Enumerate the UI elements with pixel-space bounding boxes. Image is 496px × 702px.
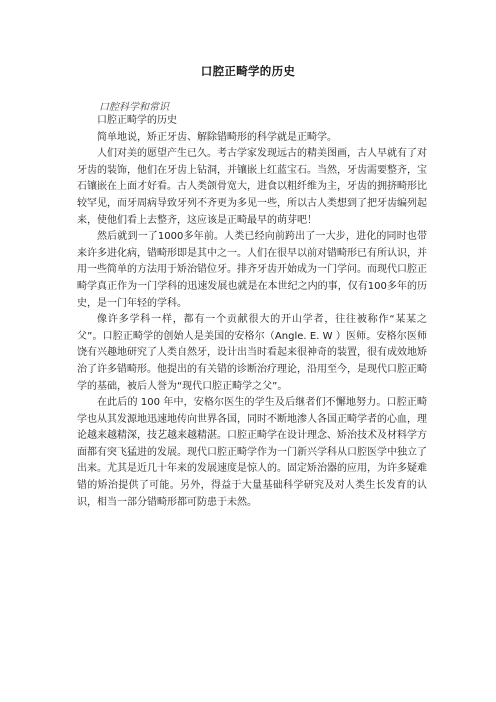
subtitle-paragraph: 口腔正畸学的历史 — [97, 115, 177, 126]
article-body — [77, 113, 427, 511]
body-paragraph: 人们对美的愿望产生已久。考古学家发现远古的精美图画，古人早就有了对牙齿的装饰，他们在牙齿上钻洞，并镶嵌上红蓝宝石。当然，牙齿需要整齐，宝石镶嵌在上面才好看。古人类颌骨宽大，进食以粗纤维为主，牙齿的拥挤畸形比较罕见，而牙周病导致牙列不齐更为多见一些，所以古人类想到了把牙齿编列起来，使他们看上去整齐，这应该是正畸最早的萌芽吧！ — [77, 148, 427, 226]
category-label: 口腔科学和常识 — [99, 102, 169, 113]
body-paragraph: 在此后的 100 年中，安格尔医生的学生及后继者们不懈地努力。口腔正畸学也从其发源地迅速地传向世界各国，同时不断地渗人各国正畸学者的心血，理论越来越精深，技艺越来越精湛。口腔正畸学在设计理念、矫治技术及材料学方面都有突飞猛进的发展。现代口腔正畸学作为一门新兴学科从口腔医学中独立了出来。尤其是近几十年来的发展速度是惊人的。固定矫治器的应用，为许多疑难错的矫治提供了可能。另外，得益于大量基础科学研究及对人类生长发育的认识，相当一部分错畸形都可防患于未然。 — [77, 397, 427, 508]
body-paragraph: 然后就到一了1000多年前。人类已经向前跨出了一大步，进化的同时也带来许多进化病，错畸形即是其中之一。人们在很早以前对错畸形已有所认识，并用一些简单的方法用于矫治错位牙。排齐牙齿开始成为一门学问。而现代口腔正畸学真正作为一门学科的迅速发展也就是在本世纪之内的事，仅有100多年的历史，是一门年轻的学科。 — [77, 231, 427, 309]
body-paragraph: 简单地说，矫正牙齿、解除错畸形的科学就是正畸学。 — [97, 131, 337, 143]
document-title: 口腔正畸学的历史 — [200, 64, 296, 78]
body-paragraph: 像许多学科一样，都有一个贡献很大的开山学者，往往被称作“某某之父”。口腔正畸学的创始人是美国的安格尔（Angle. E. W ）医师。安格尔医师饶有兴趣地研究了人类自然牙，设计出当时看起来很神奇的装置，很有成效地矫治了许多错畸形。他提出的有关错的诊断治疗理论，沿用至今，是现代口腔正畸学的基础，被后人誉为“现代口腔正畸学之父”。 — [77, 314, 427, 392]
